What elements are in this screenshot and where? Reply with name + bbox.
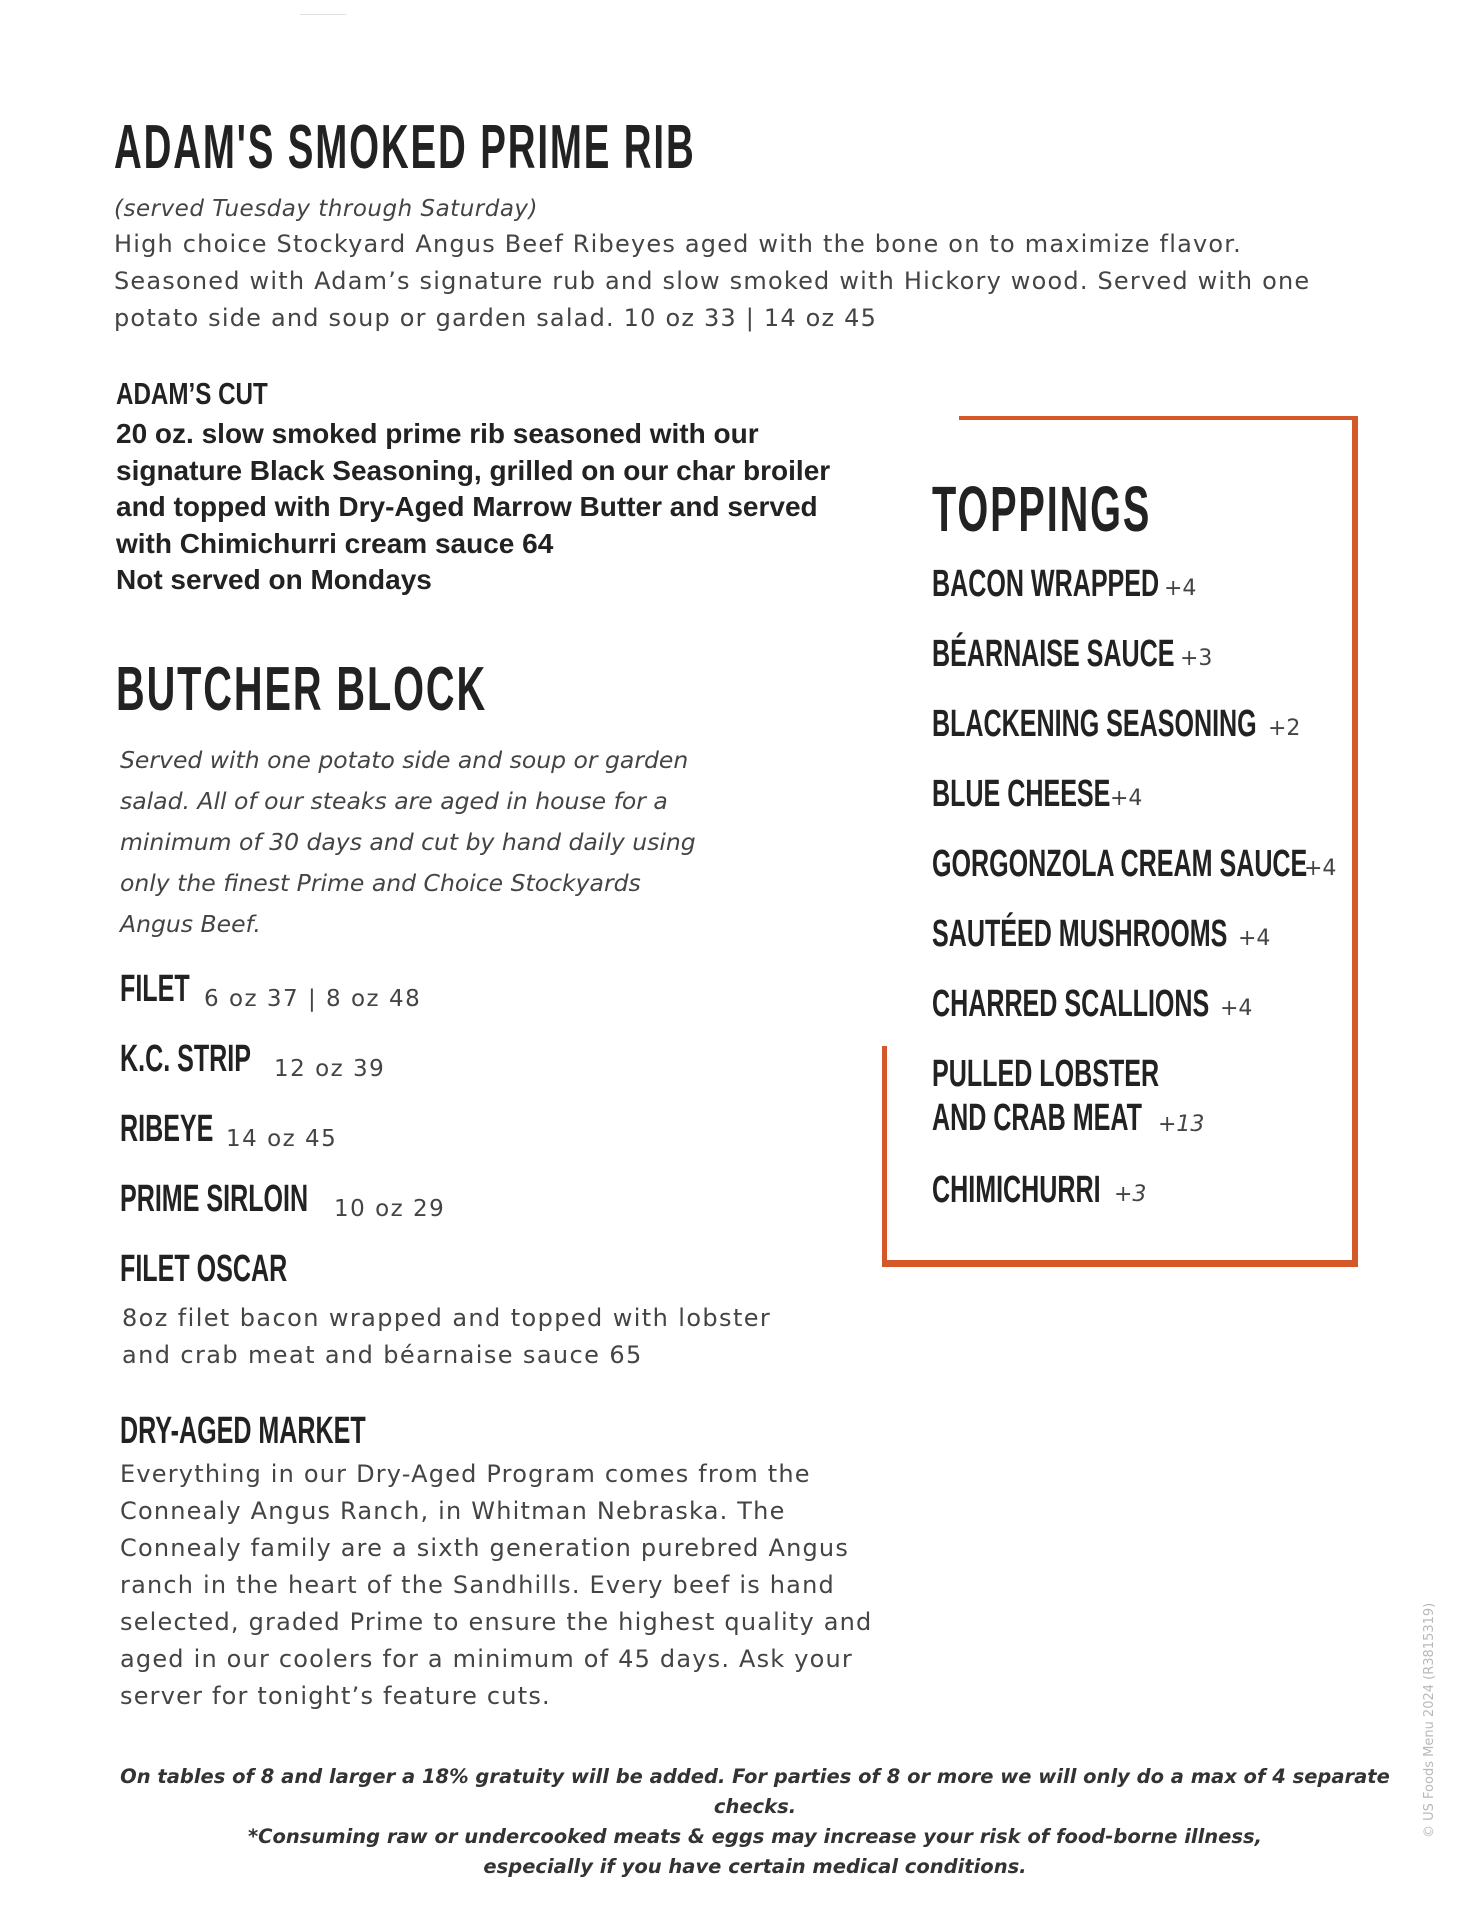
menu-item-name: K.C. STRIP [120, 1038, 251, 1080]
topping-name: SAUTÉED MUSHROOMS [932, 913, 1228, 955]
topping-name: CHARRED SCALLIONS [932, 983, 1210, 1025]
topping-name: BACON WRAPPED [932, 563, 1160, 605]
copyright-notice: © US Foods Menu 2024 (R3815319) [1422, 1602, 1437, 1838]
menu-item-filet-oscar [120, 1248, 373, 1291]
adams-cut-note: Not served on Mondays [116, 564, 432, 595]
topping-blackening-seasoning [932, 702, 1424, 746]
menu-item-name: FILET OSCAR [120, 1248, 288, 1290]
topping-pulled-lobster [932, 1052, 1276, 1140]
frame-gap-left [877, 416, 893, 1046]
prime-rib-description: High choice Stockyard Angus Beef Ribeyes aged with the bone on to maximize flavor. Seasoned with Adam’s signature rub and slow smoked with Hickory wood. Served with one potato side and soup or garden salad. 10 oz 33 | 14 oz 45 [114, 230, 1311, 332]
top-scan-line [300, 14, 346, 15]
menu-item-ribeye [120, 1108, 338, 1152]
adams-cut-title: ADAM’S CUT [116, 376, 268, 411]
footer-notice [80, 1762, 1430, 1882]
footer-warning-line: *Consuming raw or undercooked meats & eggs may increase your risk of food-borne illness, [247, 1825, 1263, 1848]
butcher-block-heading: BUTCHER BLOCK [116, 655, 488, 724]
footer-gratuity-line: On tables of 8 and larger a 18% gratuity will be added. For parties of 8 or more we will only do a max of 4 separate checks. [120, 1765, 1390, 1818]
topping-name: BLUE CHEESE [932, 773, 1111, 815]
topping-gorgonzola-cream-sauce [932, 842, 1484, 886]
topping-bacon-wrapped [932, 562, 1276, 606]
butcher-block-description: Served with one potato side and soup or garden salad. All of our steaks are aged in house for a minimum of 30 days and cut by hand daily using only the finest Prime and Choice Stockyards Angus Beef. [120, 746, 696, 938]
topping-charred-scallions [932, 982, 1352, 1026]
menu-item-name: PRIME SIRLOIN [120, 1178, 309, 1220]
adams-cut-description [116, 416, 836, 599]
footer-warning-line2: especially if you have certain medical conditions. [483, 1855, 1027, 1878]
dry-aged-market-description: Everything in our Dry-Aged Program comes from the Connealy Angus Ranch, in Whitman Nebraska. The Connealy family are a sixth generation purebred Angus ranch in the heart of the Sandhills. Every beef is hand selected, graded Prime to ensure the highest quality and aged in our coolers for a minimum of 45 days. Ask your server for tonight’s feature cuts. [120, 1460, 873, 1710]
topping-name: PULLED LOBSTER [932, 1053, 1160, 1095]
topping-price: +3 [1180, 646, 1213, 671]
menu-item-filet [120, 968, 422, 1012]
prime-rib-heading: ADAM'S SMOKED PRIME RIB [114, 113, 696, 182]
topping-chimichurri [932, 1168, 1187, 1212]
topping-blue-cheese [932, 772, 1202, 816]
topping-price: +13 [1158, 1112, 1205, 1137]
topping-name: BÉARNAISE SAUCE [932, 633, 1175, 675]
menu-item-price: 10 oz 29 [334, 1196, 446, 1222]
menu-item-price: 12 oz 39 [274, 1056, 386, 1082]
dry-aged-market-title: DRY-AGED MARKET [120, 1410, 366, 1452]
topping-price: +4 [1110, 786, 1143, 811]
topping-price: +4 [1164, 576, 1197, 601]
toppings-heading: TOPPINGS [932, 473, 1152, 545]
adams-cut-description-text: 20 oz. slow smoked prime rib seasoned with our signature Black Seasoning, grilled on our char broiler and topped with Dry-Aged Marrow Butter and served with Chimichurri cream sauce 64 [116, 418, 831, 559]
topping-name: BLACKENING SEASONING [932, 703, 1257, 745]
topping-price: +4 [1304, 856, 1337, 881]
topping-price: +4 [1238, 926, 1271, 951]
menu-item-price: 6 oz 37 | 8 oz 48 [204, 986, 422, 1012]
menu-item-name: RIBEYE [120, 1108, 214, 1150]
topping-name: CHIMICHURRI [932, 1169, 1101, 1211]
menu-item-name: FILET [120, 968, 190, 1010]
topping-price: +4 [1220, 996, 1253, 1021]
filet-oscar-description: 8oz filet bacon wrapped and topped with lobster and crab meat and béarnaise sauce 65 [122, 1304, 772, 1369]
menu-item-kc-strip [120, 1038, 386, 1082]
prime-rib-served-days: (served Tuesday through Saturday) [114, 196, 539, 222]
topping-name: GORGONZOLA CREAM SAUCE [932, 843, 1308, 885]
topping-bearnaise-sauce [932, 632, 1299, 676]
topping-price: +2 [1268, 716, 1301, 741]
topping-name-line2: AND CRAB MEAT [932, 1097, 1142, 1139]
topping-price: +3 [1114, 1182, 1147, 1207]
menu-item-prime-sirloin [120, 1178, 446, 1222]
menu-item-price: 14 oz 45 [226, 1126, 338, 1152]
topping-sauteed-mushrooms [932, 912, 1380, 956]
